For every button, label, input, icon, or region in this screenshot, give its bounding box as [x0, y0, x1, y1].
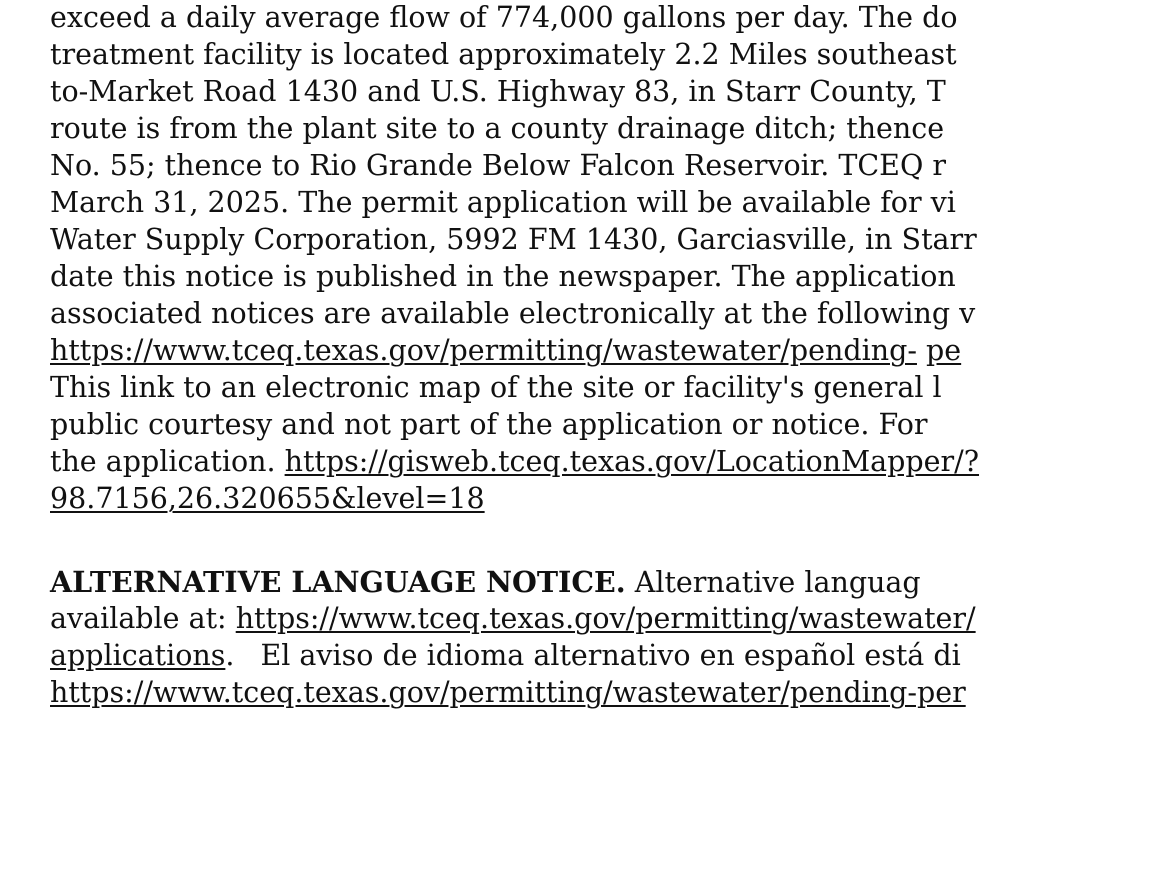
- text-span: .: [225, 639, 235, 672]
- text-line: associated notices are available electronically at the following v: [50, 297, 976, 330]
- location-mapper-link-continued[interactable]: 98.7156,26.320655&level=18: [50, 482, 485, 515]
- text-line: [50, 444, 979, 480]
- pending-permits-link[interactable]: https://www.tceq.texas.gov/permitting/wastewater/pending-: [50, 334, 917, 367]
- text-line: This link to an electronic map of the site or facility's general l: [50, 371, 942, 404]
- text-line: No. 55; thence to Rio Grande Below Falcon Reservoir. TCEQ r: [50, 149, 947, 182]
- text-line: [50, 675, 966, 711]
- text-line: Water Supply Corporation, 5992 FM 1430, Garciasville, in Starr: [50, 223, 977, 256]
- text-line: route is from the plant site to a county drainage ditch; thence: [50, 112, 945, 145]
- text-span: available at:: [50, 602, 236, 635]
- pending-permits-link-continued[interactable]: pe: [926, 334, 962, 367]
- text-line: date this notice is published in the newspaper. The application: [50, 260, 956, 293]
- text-line: to-Market Road 1430 and U.S. Highway 83, in Starr County, T: [50, 75, 946, 108]
- text-line: exceed a daily average flow of 774,000 gallons per day. The do: [50, 1, 958, 34]
- alternative-language-heading: ALTERNATIVE LANGUAGE NOTICE.: [50, 565, 626, 599]
- alternative-language-link-continued[interactable]: applications: [50, 639, 226, 672]
- text-line: [50, 333, 961, 369]
- text-line: public courtesy and not part of the application or notice. For: [50, 408, 928, 441]
- text-line: [50, 638, 961, 674]
- location-mapper-link[interactable]: https://gisweb.tceq.texas.gov/LocationMapper/?: [284, 445, 980, 478]
- spanish-notice-link[interactable]: https://www.tceq.texas.gov/permitting/wastewater/pending-per: [50, 676, 966, 709]
- text-span: El aviso de idioma alternativo en español está di: [260, 639, 961, 672]
- text-line: [50, 564, 921, 601]
- text-line: [50, 601, 976, 637]
- text-line: March 31, 2025. The permit application will be available for vi: [50, 186, 956, 219]
- alternative-language-link[interactable]: https://www.tceq.texas.gov/permitting/wastewater/: [235, 602, 976, 635]
- text-span: the application.: [50, 445, 285, 478]
- text-line: treatment facility is located approximately 2.2 Miles southeast: [50, 38, 957, 71]
- text-span: Alternative languag: [625, 566, 921, 599]
- text-line: [50, 481, 485, 517]
